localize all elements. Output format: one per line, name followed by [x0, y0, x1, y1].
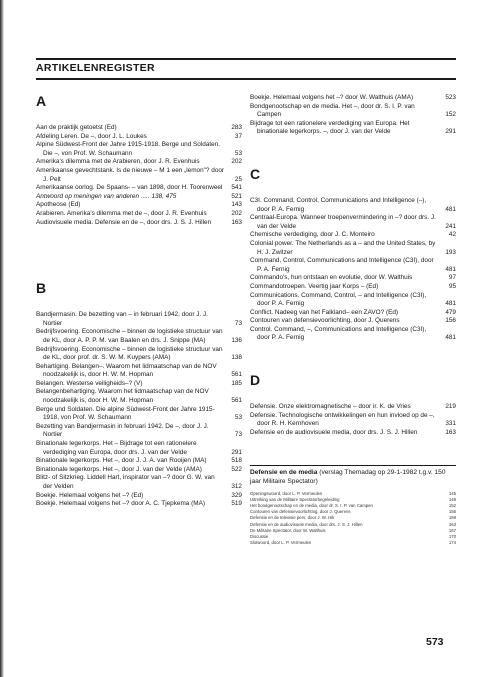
- index-section: [250, 94, 456, 137]
- entry-page-number: 521: [231, 192, 242, 200]
- index-section: [36, 281, 242, 509]
- index-entry: [36, 193, 242, 202]
- entry-page-number: 241: [445, 222, 456, 230]
- section-letter: B: [36, 280, 47, 297]
- index-entry: [250, 403, 456, 412]
- entry-page-number: 42: [448, 231, 456, 239]
- entry-page-number: 97: [448, 274, 456, 282]
- section-letter: D: [250, 372, 261, 389]
- right-column-sections: [250, 94, 456, 437]
- entry-title: Communications. Command, Control, – and Intelligence (C3I), door P. A. Fernig: [250, 291, 427, 308]
- special-item: [250, 540, 456, 546]
- entry-page-number: 479: [445, 308, 456, 316]
- entry-title: Aan de praktijk getoetst (Ed): [36, 124, 117, 131]
- special-item-page: 163: [448, 521, 456, 527]
- index-section: [250, 167, 456, 343]
- entry-title: Blitz- of Sitzkrieg. Liddell Hart, inspirator van –? door G. W. van der Velden: [36, 474, 215, 490]
- entry-page-number: 53: [234, 149, 242, 157]
- entry-page-number: 481: [445, 334, 456, 342]
- special-item-page: 159: [448, 515, 456, 521]
- special-item-title: Het bondgenootschap en de media, door dr. S. I. P. van Campen: [250, 503, 373, 509]
- entry-title: Binationale legerkorps. Het – Bijdrage tot een rationelere verdediging van Europa, door drs. J. van der Velde: [36, 440, 197, 456]
- entry-title: Boekje. Helemaal volgens het –? door A. C. Tjepkema (MA): [36, 500, 205, 508]
- index-entry: [250, 317, 456, 326]
- entry-title: Amerikaanse oorlog. De Spaans- – van 1898, door H. Toorenweel: [36, 184, 223, 192]
- entry-title: Audiovisuele media. Defensie en de –, door drs. J. S. J. Hillen: [36, 218, 212, 226]
- special-section-title-rest: (verslag Themadag op 29-1-1982 t.g.v. 150 jaar Militaire Spectator): [250, 469, 446, 486]
- index-entry: [36, 423, 242, 440]
- entry-page-number: 73: [234, 431, 242, 439]
- index-entry: [36, 363, 242, 380]
- special-section-title: [250, 469, 456, 487]
- entry-title: Defensie. Onze elektromagnetische – door ir. K. de Vries: [250, 403, 411, 411]
- entry-page-number: 73: [234, 319, 242, 327]
- entry-page-number: 523: [445, 94, 456, 101]
- header-rule-top: [36, 58, 456, 60]
- index-entry: [36, 158, 242, 167]
- index-entry: [250, 274, 456, 283]
- entry-page-number: 53: [234, 414, 242, 422]
- index-entry: [250, 283, 456, 292]
- index-entry: [250, 429, 456, 438]
- entry-page-number: 283: [231, 124, 242, 131]
- entry-title: Centraal-Europa. Wanneer troepenvermindering in –? door drs. J. van der Velde: [250, 214, 436, 230]
- entry-page-number: 541: [231, 184, 242, 192]
- index-entry: [250, 240, 456, 257]
- index-entry: [36, 141, 242, 158]
- left-column: [36, 94, 242, 509]
- section-letter: C: [250, 165, 261, 182]
- entry-page-number: 291: [445, 128, 456, 136]
- special-item-title: Defensie en de audiovisuele media, door drs. J. S. J. Hillen: [250, 521, 363, 527]
- special-item-title: Uitreiking van de Militaire Spectatorbegeleiding: [250, 497, 340, 503]
- special-item-page: 167: [448, 527, 456, 533]
- special-section-defensie-media: [250, 465, 456, 545]
- entry-title: Bijdrage tot een rationelere verdediging van Europa. Het binationale legerkorps. –, door J. van der Velde: [250, 119, 410, 136]
- index-entry: [36, 457, 242, 466]
- entry-title: Chemische verdediging, door J. C. Monteiro: [250, 231, 375, 239]
- index-entry: [36, 440, 242, 457]
- special-item-title: Slotwoord, door L. P. Vermeulen: [250, 539, 312, 545]
- index-entry: [250, 231, 456, 240]
- index-entry: [36, 167, 242, 184]
- special-item-page: 145: [448, 491, 456, 497]
- entry-page-number: 185: [231, 379, 242, 387]
- entry-title: Colonial power. The Netherlands as a – and the United States, by H. J. Zwitzer: [250, 239, 436, 256]
- entry-title: Commando's, hun ontstaan en evolutie, door W. Walthuis: [250, 274, 413, 282]
- entry-page-number: 136: [231, 336, 242, 344]
- index-entry: [250, 94, 456, 103]
- entry-page-number: 95: [448, 282, 456, 290]
- special-item-page: 174: [448, 539, 456, 545]
- entry-page-number: 193: [445, 248, 456, 256]
- header-rule-bottom: [36, 78, 456, 80]
- entry-title: Defensie en de audiovisuele media, door drs. J. S. J. Hillen: [250, 428, 418, 436]
- index-entry: [36, 492, 242, 501]
- scan-edge: [0, 0, 4, 677]
- special-item-title: De Militaire Spectator, door W. Walthuis: [250, 527, 326, 533]
- entry-title: Boekje. Helemaal volgens het –? (Ed): [36, 491, 144, 499]
- index-entry: [36, 346, 242, 363]
- entry-title: Contouren van defensievoorlichting, door J. Querens: [250, 317, 400, 325]
- entry-title: Belangenbehartiging. Waarom het lidmaatschap van de NOV noodzakelijk is, door H. W. M. Hopman: [36, 388, 209, 405]
- entry-page-number: 519: [231, 500, 242, 508]
- page-number: 573: [426, 636, 444, 648]
- index-entry: [36, 133, 242, 142]
- index-section: [36, 94, 242, 227]
- entry-page-number: 25: [234, 175, 242, 183]
- special-item-title: Contouren van defensievoorlichting, door J. Querens: [250, 509, 351, 515]
- index-entry: [250, 214, 456, 231]
- index-entry: [36, 201, 242, 210]
- index-entry: [36, 210, 242, 219]
- index-entry: [250, 257, 456, 274]
- entry-title: Amerikaanse gevechtstank. Is de nieuwe – M 1 een „lemon"? door J. Pelt: [36, 166, 225, 183]
- index-entry: [250, 120, 456, 137]
- entry-title: Bedrijfsvoering. Economische – binnen de logistieke structuur van de KL, door prof. dr. S. W. M. Kuypers (AMA): [36, 345, 223, 362]
- special-item-page: 152: [448, 503, 456, 509]
- special-section-items: [250, 491, 456, 546]
- entry-title: Binationale legerkorps. Het –, door J. J. A. van Rooijen (MA): [36, 457, 207, 465]
- entry-page-number: 37: [234, 132, 242, 140]
- entry-title: Bezetting van Bandjermasin in februari 1942. De –, door J. J. Nortier: [36, 422, 209, 439]
- entry-title: Berge und Soldaten. Die alpine Südwest-Front der Jahre 1915-1918, von Prof. W. Schaumann: [36, 405, 215, 422]
- entry-title: Command, Control, Communications and Intelligence (C3I), door P. A. Fernig: [250, 257, 434, 273]
- page-title: ARTIKELENREGISTER: [36, 62, 155, 74]
- index-entry: [36, 311, 242, 328]
- entry-page-number: 291: [231, 448, 242, 456]
- index-entry: [36, 474, 242, 491]
- special-item-page: 149: [448, 497, 456, 503]
- index-entry: [36, 466, 242, 475]
- entry-page-number: 219: [445, 403, 456, 411]
- special-section-title-bold: Defensie en de media: [250, 469, 318, 477]
- special-item-page: 156: [448, 509, 456, 515]
- entry-title: Antwoord op meningen van anderen ..... 138, 475: [36, 192, 177, 200]
- entry-title: Arabieren. Amerika's dilemma met de –, door J. R. Evenhuis: [36, 209, 207, 217]
- entry-page-number: 138: [231, 354, 242, 362]
- special-item-page: 170: [448, 533, 456, 539]
- special-item-title: Discussie: [250, 533, 269, 539]
- special-item-title: Defensie en de televisie pers, door J. W. Hik: [250, 515, 335, 521]
- index-entry: [250, 197, 456, 214]
- index-entry: [250, 103, 456, 120]
- entry-title: Control. Command, –, Communications and Intelligence (C3I), door P. A. Fernig: [250, 325, 427, 342]
- entry-title: Commandotroepen. Veertig jaar Korps – (Ed): [250, 282, 379, 290]
- entry-page-number: 312: [231, 483, 242, 490]
- entry-page-number: 518: [231, 457, 242, 465]
- entry-page-number: 163: [445, 428, 456, 436]
- index-entry: [36, 219, 242, 228]
- entry-page-number: 329: [231, 491, 242, 499]
- index-entry: [36, 388, 242, 405]
- entry-title: Amerika's dilemma met de Arabieren, door J. R. Evenhuis: [36, 158, 200, 166]
- entry-title: Belangen. Westerse veiligheids–? (V): [36, 379, 143, 387]
- entry-page-number: 143: [231, 201, 242, 209]
- index-entry: [36, 184, 242, 193]
- right-column: [250, 94, 456, 546]
- entry-title: Bondgenootschap en de media. Het –, door dr. S. I. P. van Campen: [250, 102, 415, 119]
- entry-page-number: 331: [445, 420, 456, 428]
- index-entry: [36, 500, 242, 509]
- entry-title: Apotheose (Ed): [36, 201, 81, 209]
- entry-page-number: 202: [231, 158, 242, 166]
- entry-page-number: 481: [445, 205, 456, 213]
- index-entry: [36, 406, 242, 423]
- index-entry: [250, 326, 456, 343]
- index-section: [250, 373, 456, 437]
- index-entry: [250, 309, 456, 318]
- entry-page-number: 202: [231, 209, 242, 217]
- index-entry: [36, 124, 242, 133]
- entry-title: C3I. Command, Control, Communications and Intelligence (–), door P. A. Fernig: [250, 196, 427, 213]
- index-entry: [36, 380, 242, 389]
- index-entry: [250, 412, 456, 429]
- entry-page-number: 152: [445, 111, 456, 119]
- section-letter: A: [36, 93, 47, 109]
- entry-title: Bedrijfsvoering. Economische – binnen de logistieke structuur van de KL, door A. P. P. M. van Baalen en drs. J. Snippe (MA): [36, 328, 223, 344]
- entry-title: Bandjermasin. De bezetting van – in februari 1942, door J. J. Nortier: [36, 311, 208, 327]
- index-entry: [36, 328, 242, 345]
- entry-page-number: 481: [445, 265, 456, 273]
- entry-page-number: 561: [231, 371, 242, 379]
- entry-title: Boekje. Helemaal volgens het –? door W. Walthuis (AMA): [250, 94, 414, 101]
- entry-title: Conflict. Nadeeg van het Falkland– een ZAVO? (Ed): [250, 308, 399, 316]
- entry-page-number: 522: [231, 465, 242, 473]
- entry-page-number: 163: [231, 218, 242, 226]
- entry-page-number: 156: [445, 317, 456, 325]
- entry-title: Binationale legerkorps. Het –, door J. van der Velde (AMA): [36, 465, 202, 473]
- entry-page-number: 561: [231, 397, 242, 405]
- entry-title: Afdeling Leren. De –, door J. L. Loukes: [36, 132, 147, 140]
- entry-title: Behartiging. Belangen–. Waarom het lidmaatschap van de NOV noodzakelijk is, door H. W. M. Hopman: [36, 362, 217, 379]
- entry-title: Alpine Südwest-Front der Jahre 1915-1918. Berge und Soldaten. Die –, von Prof. W. Schaumann: [36, 141, 221, 157]
- entry-page-number: 481: [445, 300, 456, 308]
- special-item-title: Openingswoord, door L. P. Vermeulen: [250, 491, 323, 497]
- index-entry: [250, 292, 456, 309]
- entry-title: Defensie. Technologische ontwikkelingen en hun invloed op de –, door R. H. Kernhoven: [250, 411, 435, 428]
